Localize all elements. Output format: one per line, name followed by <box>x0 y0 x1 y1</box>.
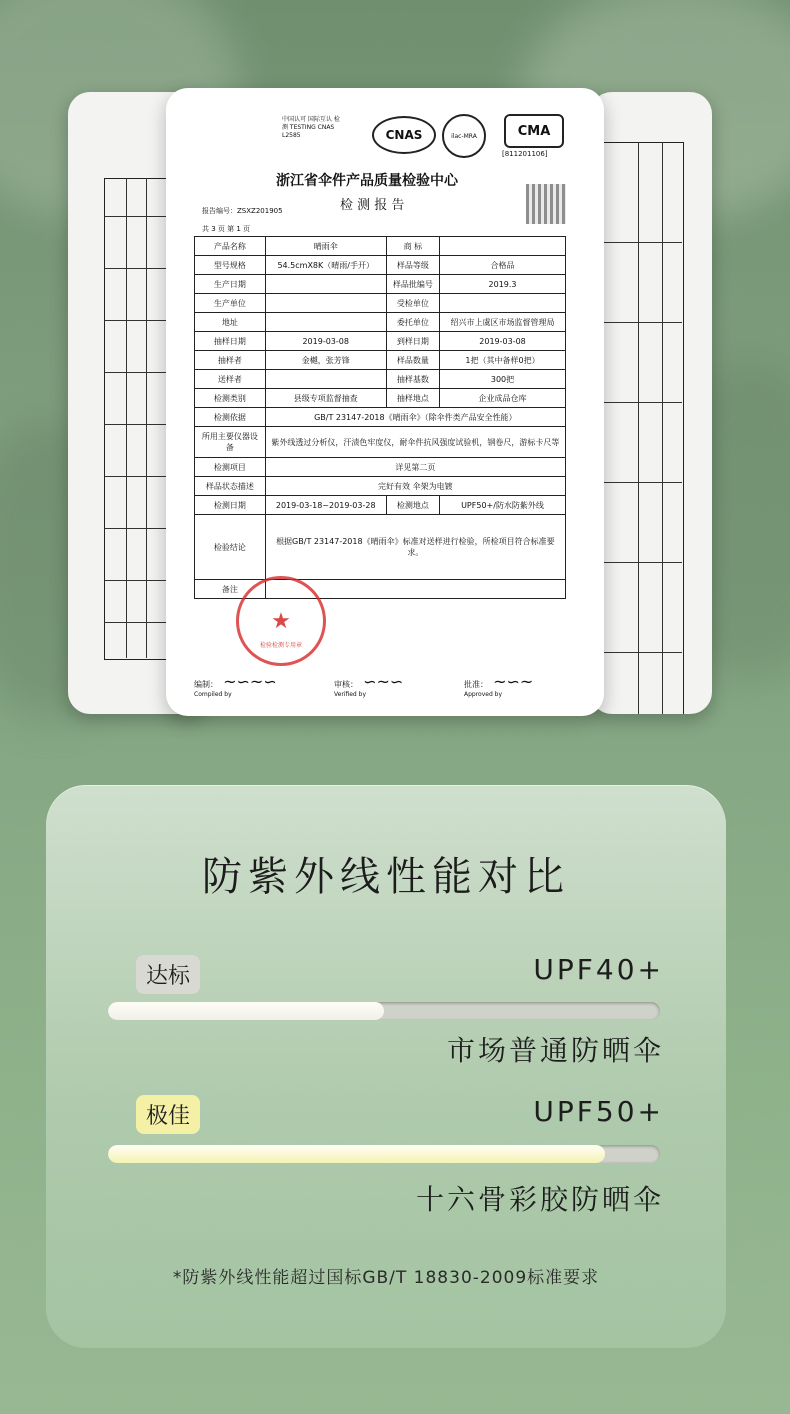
report-table-row <box>195 477 566 496</box>
uv-bar-fill-excellent <box>108 1145 605 1163</box>
report-table-label: 检测日期 <box>195 496 266 515</box>
inspection-seal <box>236 576 326 666</box>
cma-logo-text: CMA <box>517 123 551 139</box>
test-report-page <box>166 88 604 716</box>
report-table-row <box>195 237 566 256</box>
report-table-row <box>195 496 566 515</box>
grade-tag-excellent: 极佳 <box>136 1095 200 1134</box>
report-table-value: UPF50+/防水防紫外线 <box>440 496 566 515</box>
report-table-label: 送样者 <box>195 370 266 389</box>
report-table-row <box>195 515 566 580</box>
report-table-label: 生产日期 <box>195 275 266 294</box>
signature-role-en: Verified by <box>334 691 367 698</box>
report-table-value: 根据GB/T 23147-2018《晴雨伞》标准对送样进行检验，所检项目符合标准要求。 <box>265 515 565 580</box>
report-table-row <box>195 389 566 408</box>
cma-logo <box>504 114 564 148</box>
report-table-value: 2019-03-18~2019-03-28 <box>265 496 386 515</box>
uv-comparison-panel <box>46 785 726 1348</box>
report-number: 报告编号：ZSXZ201905 <box>202 207 283 215</box>
report-table-row <box>195 313 566 332</box>
report-table-label: 生产单位 <box>195 294 266 313</box>
grade-tag-standard: 达标 <box>136 955 200 994</box>
institute-name: 浙江省伞件产品质量检验中心 <box>276 173 458 189</box>
report-table-row <box>195 408 566 427</box>
cnas-caption: 中国认可 国际互认 检测 TESTING CNAS L2585 <box>282 116 340 139</box>
ilac-logo-text: ilac-MRA <box>451 132 477 140</box>
side-column-line <box>146 178 147 658</box>
report-table-value: 2019-03-08 <box>440 332 566 351</box>
report-table-row <box>195 351 566 370</box>
report-table-label: 型号规格 <box>195 256 266 275</box>
cnas-logo <box>372 116 436 154</box>
signature-compiled <box>194 672 314 698</box>
seal-text: 检验检测专用章 <box>259 642 302 649</box>
report-table-row <box>195 427 566 458</box>
product-name-excellent: 十六骨彩胶防晒伞 <box>415 1183 664 1216</box>
ilac-mra-logo <box>442 114 486 158</box>
report-table-value <box>265 275 386 294</box>
page-count: 共 3 页 第 1 页 <box>202 225 251 233</box>
report-table-label: 检测项目 <box>195 458 266 477</box>
report-title: 检 测 报 告 <box>340 198 405 213</box>
signature-verified <box>334 672 444 698</box>
report-table-value <box>265 313 386 332</box>
signature-row <box>194 672 574 702</box>
signature-scribble: ~∽~∽ <box>223 672 277 691</box>
report-table-label: 所用主要仪器设备 <box>195 427 266 458</box>
report-table-label: 检验结论 <box>195 515 266 580</box>
report-table-value: 晴雨伞 <box>265 237 386 256</box>
report-table-label: 地址 <box>195 313 266 332</box>
uv-bar-excellent <box>108 1145 660 1163</box>
side-column-line <box>662 142 663 714</box>
panel-title: 防紫外线性能对比 <box>202 854 570 900</box>
report-table-value: 2019.3 <box>440 275 566 294</box>
report-table-label: 样品等级 <box>386 256 439 275</box>
report-table-label: 样品状态描述 <box>195 477 266 496</box>
signature-role: 编制： <box>194 680 218 689</box>
report-table-label: 到样日期 <box>386 332 439 351</box>
report-table-value: GB/T 23147-2018《晴雨伞》（除伞件类产品安全性能） <box>265 408 565 427</box>
report-table-value <box>440 237 566 256</box>
report-table-row <box>195 458 566 477</box>
report-table-value: 企业成品仓库 <box>440 389 566 408</box>
side-column-line <box>126 178 127 658</box>
report-table-value <box>265 370 386 389</box>
report-table-value: 紫外线透过分析仪，汗渍色牢度仪，耐伞件抗风强度试验机，钢卷尺，游标卡尺等 <box>265 427 565 458</box>
report-table-label: 受检单位 <box>386 294 439 313</box>
signature-role-en: Compiled by <box>194 691 232 698</box>
report-table-value: 详见第二页 <box>265 458 565 477</box>
signature-role: 批准： <box>464 680 488 689</box>
side-table <box>590 142 684 714</box>
product-name-standard: 市场普通防晒伞 <box>446 1034 664 1067</box>
report-table-value: 300把 <box>440 370 566 389</box>
report-table-label: 抽样地点 <box>386 389 439 408</box>
report-table-value: 1把（其中备样0把） <box>440 351 566 370</box>
report-table-label: 检测类别 <box>195 389 266 408</box>
report-table <box>194 236 566 599</box>
report-table-value <box>265 294 386 313</box>
report-table-label: 备注 <box>195 580 266 599</box>
cma-number: [811201106] <box>502 150 548 158</box>
report-table-label: 抽样日期 <box>195 332 266 351</box>
report-table-row <box>195 332 566 351</box>
uv-bar-fill-standard <box>108 1002 384 1020</box>
report-table-value: 金樾，张芳锋 <box>265 351 386 370</box>
report-table-label: 商 标 <box>386 237 439 256</box>
report-table-label: 抽样基数 <box>386 370 439 389</box>
report-table-row <box>195 256 566 275</box>
report-page-right <box>590 92 712 714</box>
report-table-row <box>195 370 566 389</box>
seal-star-icon: ★ <box>271 608 291 634</box>
report-table-label: 抽样者 <box>195 351 266 370</box>
report-table-value: 合格品 <box>440 256 566 275</box>
report-table-label: 检测依据 <box>195 408 266 427</box>
signature-role: 审核： <box>334 680 358 689</box>
report-table-value <box>440 294 566 313</box>
report-table-label: 委托单位 <box>386 313 439 332</box>
report-table-value: 54.5cmX8K（晴雨/手开） <box>265 256 386 275</box>
report-table-value: 县级专项监督抽查 <box>265 389 386 408</box>
signature-approved <box>464 672 574 698</box>
signature-scribble: ∽~∽ <box>363 672 404 691</box>
uv-bar-standard <box>108 1002 660 1020</box>
report-table-label: 样品批编号 <box>386 275 439 294</box>
signature-role-en: Approved by <box>464 691 503 698</box>
report-table-row <box>195 294 566 313</box>
qr-code-icon <box>526 184 566 224</box>
report-table-label: 产品名称 <box>195 237 266 256</box>
side-column-line <box>638 142 639 714</box>
report-table-value: 绍兴市上虞区市场监督管理局 <box>440 313 566 332</box>
report-table-label: 样品数量 <box>386 351 439 370</box>
upf-grade-standard: UPF40+ <box>533 953 664 986</box>
report-table-value: 2019-03-08 <box>265 332 386 351</box>
report-table-label: 检测地点 <box>386 496 439 515</box>
standard-footnote: *防紫外线性能超过国标GB/T 18830-2009标准要求 <box>172 1268 600 1288</box>
signature-scribble: ~∽~ <box>493 672 534 691</box>
report-table-value: 完好有效 伞架为电镀 <box>265 477 565 496</box>
upf-grade-excellent: UPF50+ <box>533 1095 664 1128</box>
cnas-logo-text: CNAS <box>385 128 423 142</box>
report-table-row <box>195 275 566 294</box>
